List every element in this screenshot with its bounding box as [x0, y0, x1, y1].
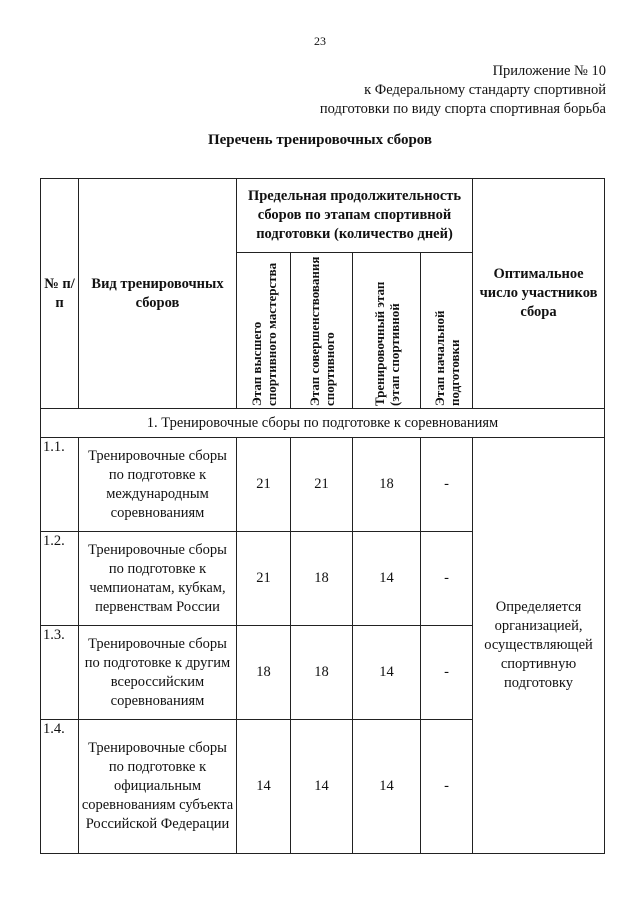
row-number: 1.4. — [41, 720, 79, 854]
appendix-line-1: Приложение № 10 — [492, 63, 606, 79]
header-stage-2-text: Этап совершенствования спортивного — [306, 256, 337, 406]
row-stage-1-value: 21 — [237, 438, 291, 532]
header-stage-1 — [237, 253, 291, 409]
row-stage-1-value: 14 — [237, 720, 291, 854]
row-stage-4-value: - — [421, 438, 473, 532]
header-stage-3 — [353, 253, 421, 409]
row-stage-2-value: 14 — [291, 720, 353, 854]
header-camp-type: Вид тренировочных сборов — [79, 179, 237, 409]
appendix-line-3: подготовки по виду спорта спортивная борьба — [319, 101, 606, 117]
row-stage-4-value: - — [421, 720, 473, 854]
table-row — [41, 438, 605, 532]
row-stage-1-value: 18 — [237, 626, 291, 720]
header-stage-4-text: Этап начальной подготовки — [431, 310, 462, 406]
header-duration: Предельная продолжительность сборов по этапам спортивной подготовки (количество дней) — [237, 179, 473, 253]
row-number: 1.3. — [41, 626, 79, 720]
header-number: № п/п — [41, 179, 79, 409]
row-number: 1.2. — [41, 532, 79, 626]
row-stage-3-value: 14 — [353, 626, 421, 720]
page-number: 23 — [314, 34, 326, 48]
row-camp-name: Тренировочные сборы по подготовке к официальным соревнованиям субъекта Российской Федерации — [79, 720, 237, 854]
header-stage-1-text: Этап высшего спортивного мастерства — [248, 262, 279, 406]
header-stage-2 — [291, 253, 353, 409]
row-camp-name: Тренировочные сборы по подготовке к другим всероссийским соревнованиям — [79, 626, 237, 720]
header-stage-3-text: Тренировочный этап (этап спортивной — [371, 281, 402, 406]
row-stage-3-value: 14 — [353, 532, 421, 626]
row-stage-2-value: 21 — [291, 438, 353, 532]
row-stage-2-value: 18 — [291, 626, 353, 720]
row-stage-1-value: 21 — [237, 532, 291, 626]
section-title: 1. Тренировочные сборы по подготовке к соревнованиям — [41, 409, 605, 438]
row-number: 1.1. — [41, 438, 79, 532]
row-stage-4-value: - — [421, 626, 473, 720]
participants-note: Определяется организацией, осуществляющей спортивную подготовку — [473, 438, 605, 854]
row-camp-name: Тренировочные сборы по подготовке к чемпионатам, кубкам, первенствам России — [79, 532, 237, 626]
document-title: Перечень тренировочных сборов — [207, 132, 433, 148]
row-camp-name: Тренировочные сборы по подготовке к международным соревнованиям — [79, 438, 237, 532]
appendix-header — [320, 62, 606, 119]
row-stage-2-value: 18 — [291, 532, 353, 626]
appendix-line-2: к Федеральному стандарту спортивной — [364, 82, 606, 98]
header-stage-4 — [421, 253, 473, 409]
row-stage-3-value: 14 — [353, 720, 421, 854]
row-stage-4-value: - — [421, 532, 473, 626]
training-camps-table — [40, 178, 605, 854]
row-stage-3-value: 18 — [353, 438, 421, 532]
header-participants: Оптимальное число участников сбора — [473, 179, 605, 409]
